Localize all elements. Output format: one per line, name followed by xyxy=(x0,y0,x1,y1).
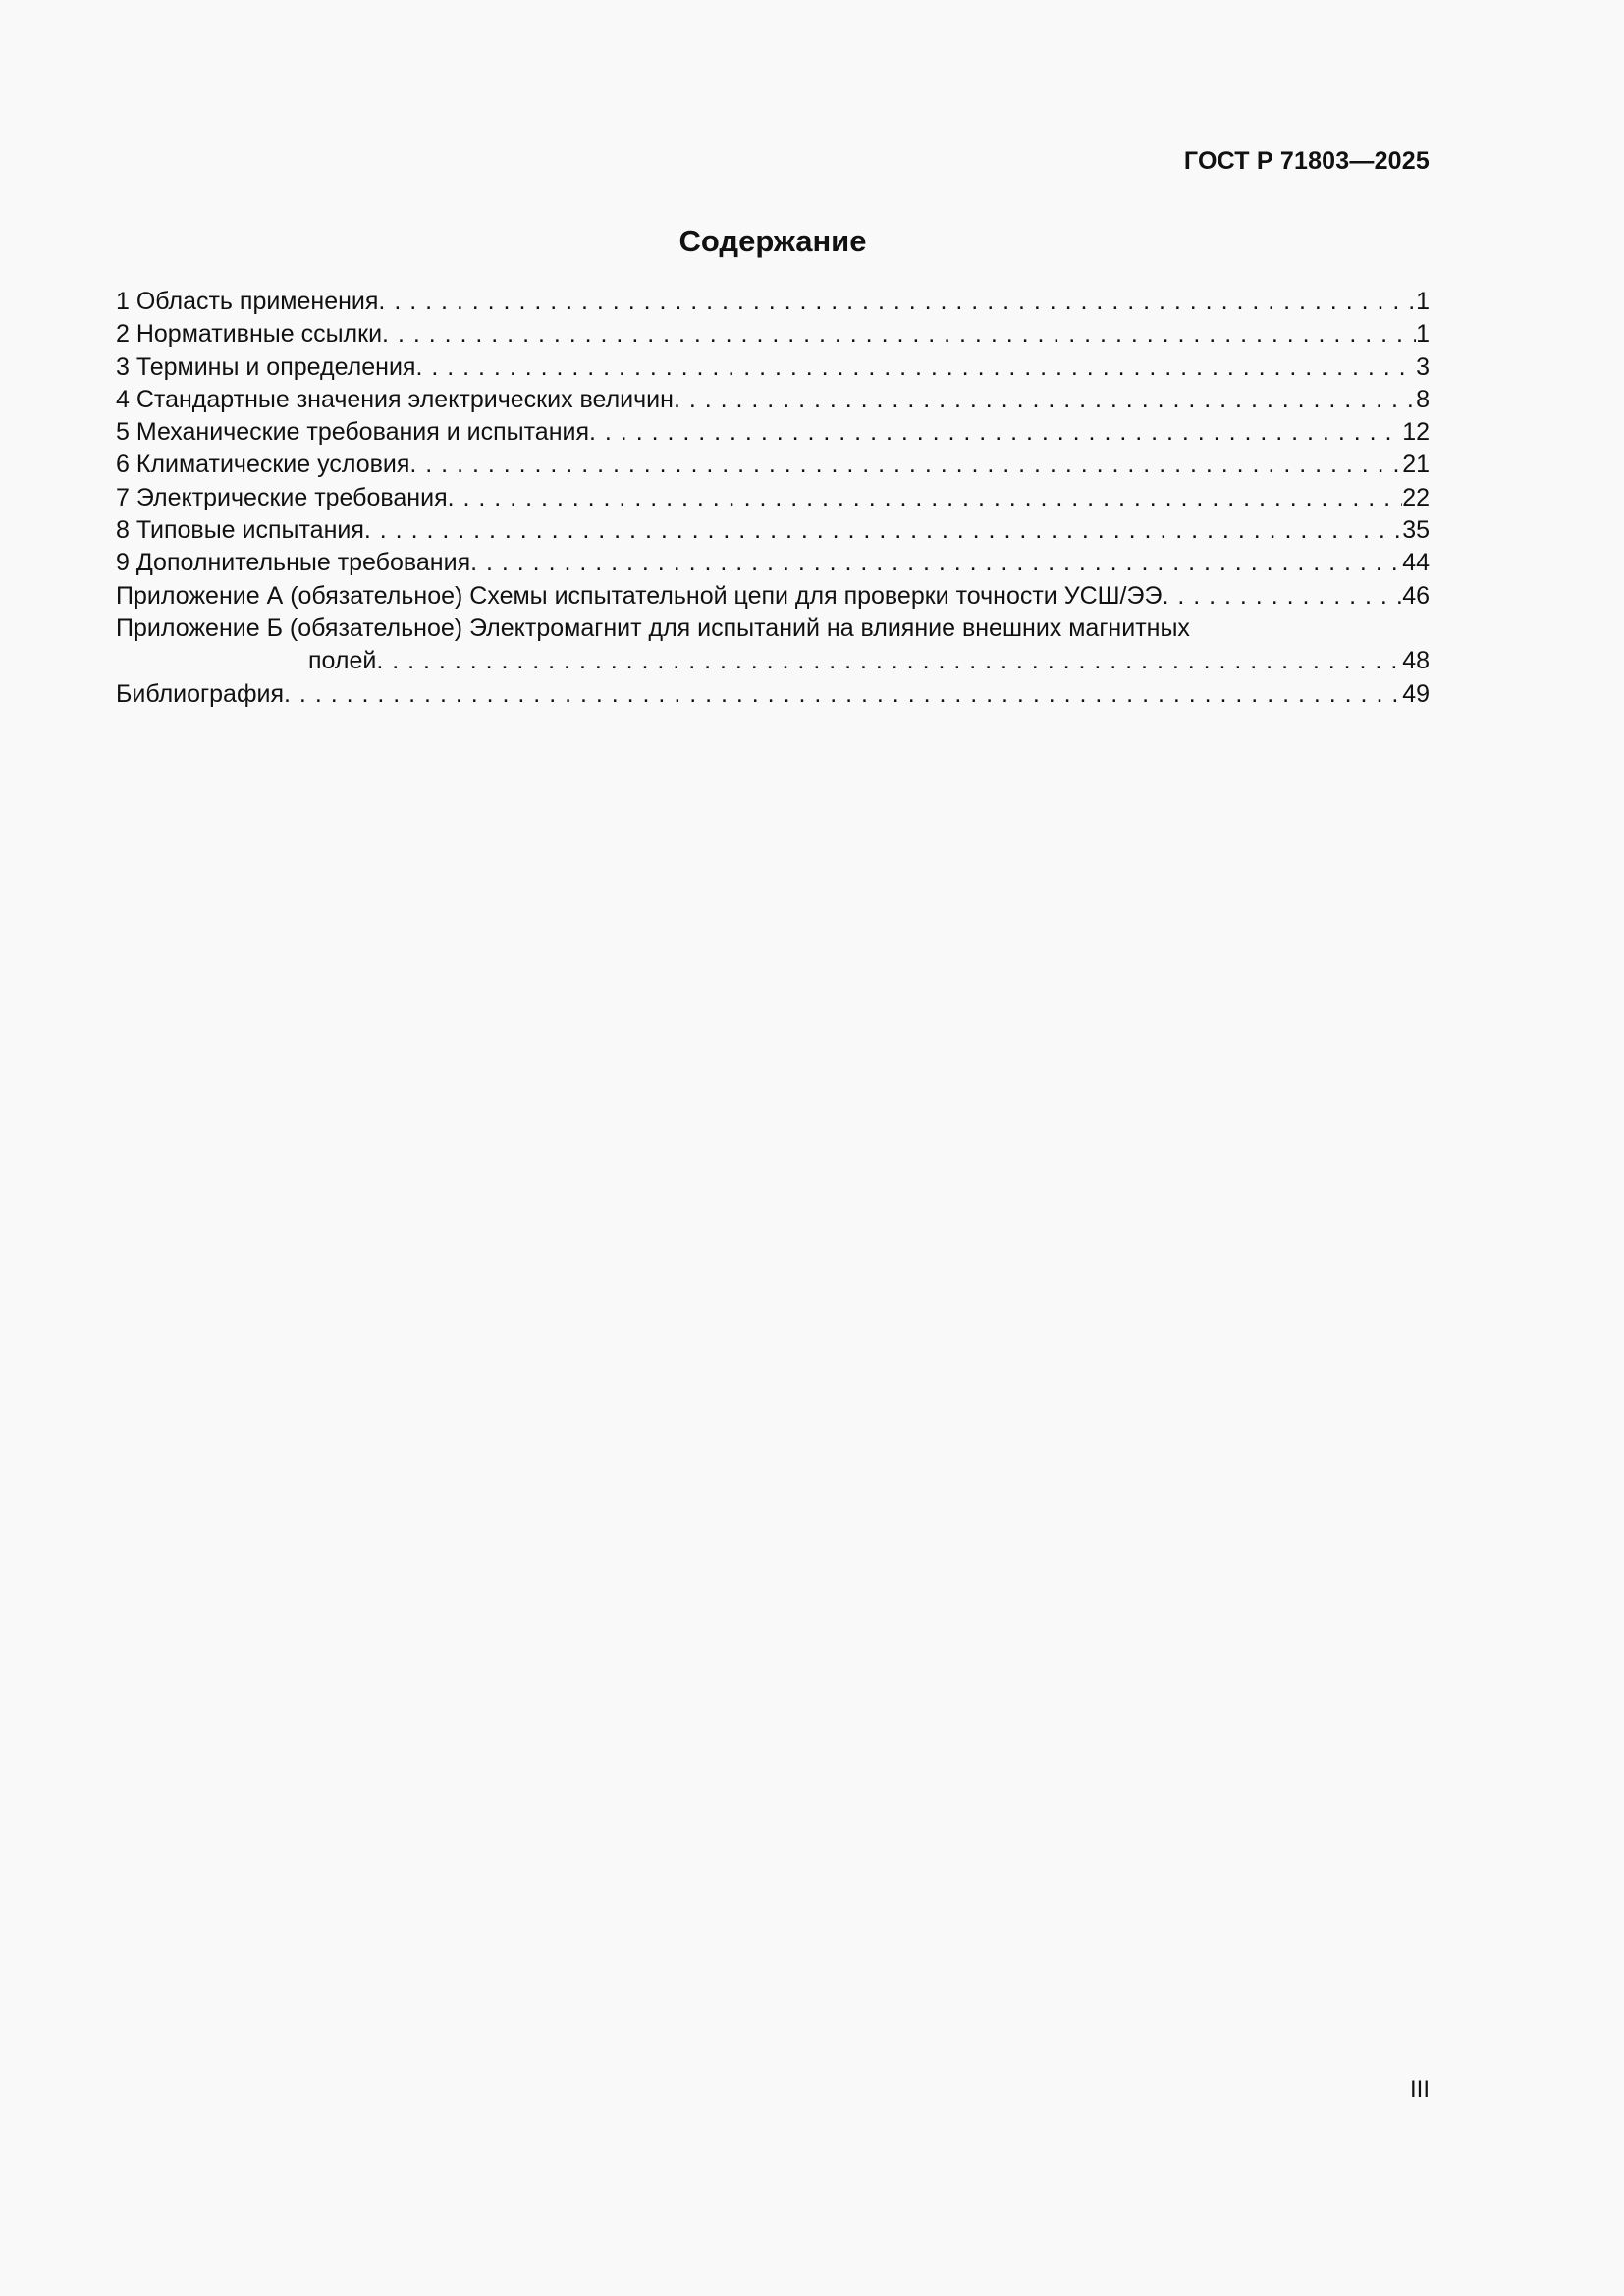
toc-leader-dots xyxy=(674,384,1416,416)
toc-entry-bibliography[interactable] xyxy=(116,678,1430,711)
toc-entry-1[interactable] xyxy=(116,286,1430,318)
toc-entry-4[interactable] xyxy=(116,384,1430,416)
toc-entry-page: 49 xyxy=(1402,679,1430,708)
toc-entry-label: 9 Дополнительные требования xyxy=(116,549,471,577)
table-of-contents xyxy=(116,286,1430,711)
toc-entry-8[interactable] xyxy=(116,514,1430,547)
toc-entry-label: 4 Стандартные значения электрических величин xyxy=(116,385,674,413)
toc-entry-page: 1 xyxy=(1416,320,1430,348)
toc-entry-label: Приложение А (обязательное) Схемы испытательной цепи для проверки точности УСШ/ЭЭ xyxy=(116,581,1163,610)
toc-entry-appendix-a[interactable] xyxy=(116,580,1430,613)
toc-entry-label: 2 Нормативные ссылки xyxy=(116,320,383,348)
toc-entry-6[interactable] xyxy=(116,449,1430,481)
toc-leader-dots xyxy=(382,318,1416,350)
toc-leader-dots xyxy=(415,351,1416,384)
toc-entry-page: 8 xyxy=(1416,385,1430,413)
toc-entry-continuation xyxy=(116,645,1430,677)
toc-entry-3[interactable] xyxy=(116,351,1430,384)
toc-entry-label: Библиография xyxy=(116,679,285,708)
toc-entry-page: 48 xyxy=(1402,647,1430,675)
toc-title: Содержание xyxy=(678,224,867,258)
document-code: ГОСТ Р 71803—2025 xyxy=(1183,147,1430,175)
toc-leader-dots xyxy=(1162,580,1402,613)
toc-leader-dots xyxy=(364,514,1402,547)
toc-entry-appendix-b[interactable] xyxy=(116,613,1430,678)
toc-leader-dots xyxy=(589,416,1402,449)
toc-entry-page: 1 xyxy=(1416,288,1430,315)
toc-entry-9[interactable] xyxy=(116,547,1430,579)
toc-entry-label: 7 Электрические требования xyxy=(116,483,448,511)
toc-entry-page: 35 xyxy=(1402,516,1430,545)
toc-entry-label: 5 Механические требования и испытания xyxy=(116,418,590,447)
toc-entry-label: 1 Область применения xyxy=(116,288,379,315)
toc-entry-label-line1: Приложение Б (обязательное) Электромагнит для испытаний на влияние внешних магнитных xyxy=(116,614,1190,642)
toc-entry-page: 12 xyxy=(1402,418,1430,447)
toc-entry-label: 6 Климатические условия xyxy=(116,451,410,479)
toc-leader-dots xyxy=(378,286,1416,318)
toc-entry-page: 21 xyxy=(1402,451,1430,479)
toc-entry-2[interactable] xyxy=(116,318,1430,350)
page-number: III xyxy=(1409,2076,1430,2103)
toc-leader-dots xyxy=(409,449,1402,481)
toc-entry-page: 3 xyxy=(1416,352,1430,381)
toc-leader-dots xyxy=(376,645,1402,677)
toc-entry-label: 8 Типовые испытания xyxy=(116,516,364,545)
toc-entry-7[interactable] xyxy=(116,482,1430,514)
toc-entry-page: 22 xyxy=(1402,483,1430,511)
toc-entry-page: 46 xyxy=(1402,581,1430,610)
toc-entry-label-line2: полей xyxy=(308,647,377,675)
toc-entry-page: 44 xyxy=(1402,549,1430,577)
toc-entry-label: 3 Термины и определения xyxy=(116,352,416,381)
toc-leader-dots xyxy=(470,547,1402,579)
toc-leader-dots xyxy=(448,482,1403,514)
toc-leader-dots xyxy=(284,678,1402,711)
toc-entry-5[interactable] xyxy=(116,416,1430,449)
